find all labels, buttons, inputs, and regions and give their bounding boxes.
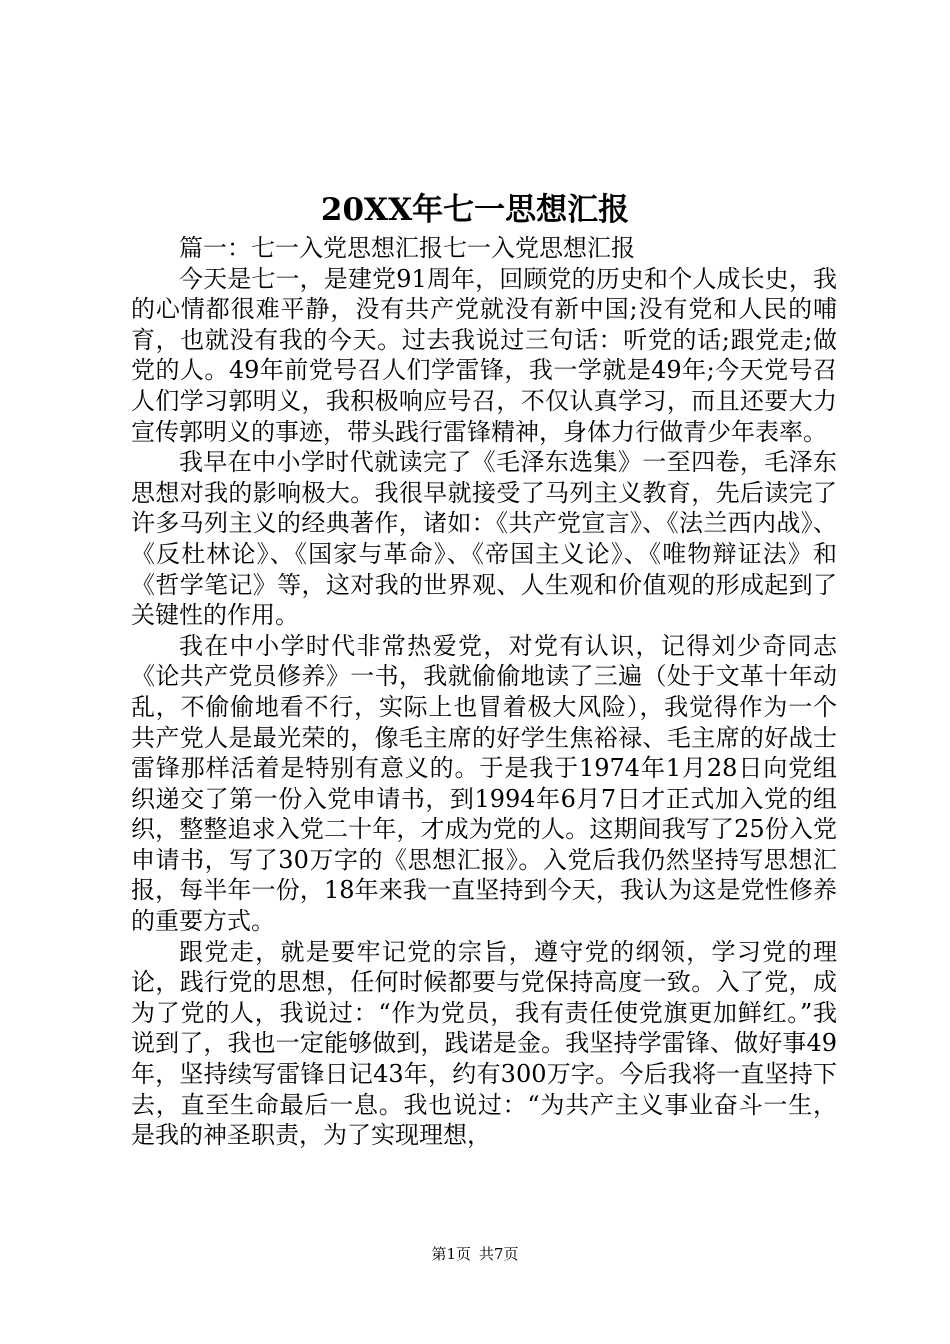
paragraph-3: 我在中小学时代非常热爱党，对党有认识，记得刘少奇同志《论共产党员修养》一书，我就偷偷地读了三遍（处于文革十年动乱，不偷偷地看不行，实际上也冒着极大风险），我觉得作为一个共产党人是最光荣的，像毛主席的好学生焦裕禄、毛主席的好战士雷锋那样活着是特别有意义的。于是我于1974年1月28日向党组织递交了第一份入党申请书，到1994年6月7日才正式加入党的组织，整整追求入党二十年，才成为党的人。这期间我写了25份入党申请书，写了30万字的《思想汇报》。入党后我仍然坚持写思想汇报，每半年一份，18年来我一直坚持到今天，我认为这是党性修养的重要方式。 [131, 631, 837, 936]
paragraph-1: 今天是七一，是建党91周年，回顾党的历史和个人成长史，我的心情都很难平静，没有共产党就没有新中国;没有党和人民的哺育，也就没有我的今天。过去我说过三句话：听党的话;跟党走;做党的人。49年前党号召人们学雷锋，我一学就是49年;今天党号召人们学习郭明义，我积极响应号召，不仅认真学习，而且还要大力宣传郭明义的事迹，带头践行雷锋精神，身体力行做青少年表率。 [131, 264, 837, 446]
paragraph-intro: 篇一：七一入党思想汇报七一入党思想汇报 [179, 234, 635, 262]
paragraph-4: 跟党走，就是要牢记党的宗旨，遵守党的纲领，学习党的理论，践行党的思想，任何时候都要与党保持高度一致。入了党，成为了党的人，我说过：“作为党员，我有责任使党旗更加鲜红。”我说到了，我也一定能够做到，践诺是金。我坚持学雷锋、做好事49年，坚持续写雷锋日记43年，约有300万字。今后我将一直坚持下去，直至生命最后一息。我也说过：“为共产主义事业奋斗一生，是我的神圣职责，为了实现理想， [131, 937, 837, 1150]
page-number-total: 共7页 [479, 1245, 519, 1263]
document-body [131, 233, 837, 1151]
page-footer [0, 1244, 950, 1264]
page-number-current: 第1页 [431, 1245, 471, 1263]
document-title: 20XX年七一思想汇报 [320, 192, 630, 228]
paragraph-2: 我早在中小学时代就读完了《毛泽东选集》一至四卷，毛泽东思想对我的影响极大。我很早就接受了马列主义教育，先后读完了许多马列主义的经典著作，诸如：《共产党宣言》、《法兰西内战》、《反杜林论》、《国家与革命》、《帝国主义论》、《唯物辩证法》和《哲学笔记》等，这对我的世界观、人生观和价值观的形成起到了关键性的作用。 [131, 448, 837, 630]
